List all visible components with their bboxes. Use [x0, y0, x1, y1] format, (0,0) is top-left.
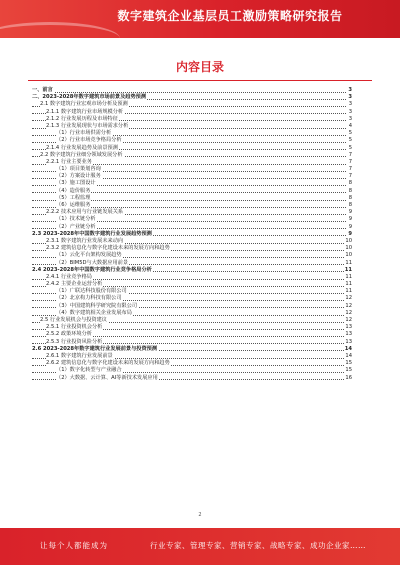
toc-entry-page: 12: [345, 317, 352, 323]
toc-entry[interactable]: [32, 260, 352, 267]
toc-entry[interactable]: [32, 252, 352, 259]
toc-entry-page: 15: [345, 367, 352, 374]
toc-entry[interactable]: [32, 310, 352, 317]
toc-entry-title: （2）产业链分析: [56, 223, 96, 230]
toc-entry[interactable]: [32, 295, 352, 302]
toc-entry-title: （1）广联达科技股份有限公司: [56, 288, 127, 295]
toc-entry-title: 2.3.1 数字建筑行业发展未来动向: [46, 237, 124, 244]
header-band: [0, 0, 400, 38]
toc-entry-title: 2.5.1 行业投资机会分析: [46, 324, 103, 331]
toc-entry-page: 10: [345, 237, 352, 244]
table-of-contents: [32, 87, 352, 382]
toc-entry[interactable]: [32, 159, 352, 166]
toc-entry-title: 2.4 2023-2028年中国数字建筑行业竞争格局分析: [32, 266, 152, 273]
toc-entry[interactable]: [32, 331, 352, 338]
page-number: 2: [198, 512, 202, 518]
toc-entry[interactable]: [32, 339, 352, 346]
toc-entry-page: 11: [345, 288, 352, 295]
toc-entry[interactable]: [32, 367, 352, 374]
toc-entry-title: 2.6 2023-2028年数字建筑行业发展前景与投资预测: [32, 345, 158, 352]
toc-entry-title: （3）施工图设计: [56, 180, 96, 187]
toc-entry-title: （4）造价服务: [56, 187, 91, 194]
toc-leader-dots: [32, 92, 346, 93]
toc-entry-page: 3: [348, 94, 352, 101]
toc-entry-title: 2.2 数字建筑行业细分领域发展分析: [40, 151, 123, 158]
toc-entry-title: （2）方案设计服务: [56, 173, 101, 180]
toc-entry-page: 9: [348, 216, 352, 223]
toc-entry-title: 二、2023-2028年数字建筑市场前景及趋势预测: [32, 94, 147, 101]
toc-entry-title: （6）运维服务: [56, 202, 91, 208]
toc-entry-page: 5: [348, 130, 352, 137]
toc-entry-page: 3: [348, 115, 352, 122]
toc-entry[interactable]: [32, 216, 352, 223]
toc-entry-page: 7: [348, 173, 352, 180]
toc-entry-title: （1）数字化转型与产业融合: [56, 367, 122, 374]
toc-entry-page: 13: [345, 338, 352, 345]
toc-entry-title: （1）云化平台架构发展趋势: [56, 252, 122, 259]
toc-entry-page: 8: [348, 180, 352, 187]
toc-entry-title: （2）大数据、云计算、AI等新技术发展应用: [56, 374, 158, 381]
toc-entry-page: 10: [345, 252, 352, 259]
toc-entry-page: 7: [348, 166, 352, 173]
toc-entry-title: 2.1.4 行业发展趋势及前景预测: [46, 144, 118, 151]
toc-entry-page: 13: [345, 324, 352, 331]
toc-entry[interactable]: [32, 267, 352, 274]
toc-entry-page: 9: [348, 230, 352, 237]
toc-entry-page: 9: [348, 223, 352, 230]
toc-entry-title: （5）工程监理: [56, 194, 91, 201]
toc-entry[interactable]: [32, 145, 352, 152]
toc-entry[interactable]: [32, 152, 352, 159]
toc-entry-page: 4: [348, 122, 352, 129]
toc-entry-page: 9: [348, 209, 352, 216]
toc-entry-title: 2.1.1 数字建筑行业市场规模分析: [46, 108, 124, 115]
toc-entry[interactable]: [32, 116, 352, 123]
toc-heading: 内容目录: [175, 60, 224, 74]
toc-entry-title: 2.5.3 行业投资风险分析: [46, 338, 103, 345]
toc-entry-page: 3: [348, 101, 352, 108]
toc-entry-page: 8: [348, 187, 352, 194]
toc-entry-page: 16: [345, 374, 352, 381]
toc-entry-page: 12: [345, 309, 352, 316]
toc-entry-title: 2.5.2 政策环境分析: [46, 331, 92, 338]
toc-entry-page: 15: [345, 360, 352, 367]
toc-entry-page: 13: [345, 331, 352, 338]
toc-entry-title: 2.2.1 行业主要业务: [46, 158, 92, 165]
footer-roles: 行业专家、管理专家、营销专家、战略专家、成功企业家……: [150, 541, 366, 550]
toc-entry[interactable]: [32, 188, 352, 195]
toc-entry-title: 2.6.2 建筑信息化与数字化建设未来的发展方向和趋势: [46, 360, 170, 367]
toc-entry-title: 2.4.1 行业竞争格局: [46, 273, 92, 280]
toc-entry-page: 7: [348, 158, 352, 165]
document-title: 数字建筑企业基层员工激励策略研究报告: [117, 9, 343, 23]
toc-entry-title: （1）技术链分析: [56, 216, 96, 223]
toc-entry-title: （2）BIM5D与大数据应用前景: [56, 259, 129, 266]
toc-entry-page: 14: [344, 345, 352, 352]
toc-entry-page: 11: [345, 259, 352, 266]
toc-entry[interactable]: [32, 137, 352, 144]
toc-entry-page: 12: [345, 295, 352, 302]
toc-entry[interactable]: [32, 180, 352, 187]
toc-entry[interactable]: [32, 346, 352, 353]
toc-entry-title: 2.1 数字建筑行业宏观市场分析及预测: [40, 101, 128, 108]
toc-entry-page: 5: [348, 144, 352, 151]
toc-entry[interactable]: [32, 101, 352, 108]
toc-entry-title: 2.2.2 技术应用与行业链发展关系: [46, 209, 124, 216]
toc-entry-title: 2.1.3 行业发展现状与市场需求分析: [46, 122, 129, 129]
toc-entry-page: 12: [345, 302, 352, 309]
toc-entry-page: 10: [345, 245, 352, 252]
toc-entry-title: 2.3.2 建筑信息化与数字化建设未来的发展方向和趋势: [46, 245, 170, 252]
toc-entry-page: 3: [348, 87, 352, 93]
toc-entry[interactable]: [32, 274, 352, 281]
footer-slogan: 让每个人都能成为: [40, 541, 108, 550]
toc-entry-page: 3: [348, 108, 352, 115]
toc-entry[interactable]: [32, 303, 352, 310]
toc-entry-page: 8: [348, 202, 352, 208]
toc-entry-title: （1）项目策划咨询: [56, 166, 101, 173]
toc-entry-title: 2.5 行业发展机会与投资建议: [40, 317, 107, 323]
toc-entry-page: 7: [348, 151, 352, 158]
toc-entry-title: （3）中国建筑科学研究院有限公司: [56, 302, 138, 309]
footer-band: [0, 528, 400, 565]
toc-entry-page: 11: [345, 273, 352, 280]
toc-entry-page: 14: [345, 352, 352, 359]
toc-entry-title: 一、前言: [32, 87, 53, 93]
toc-entry[interactable]: [32, 109, 352, 116]
toc-entry-title: （1）行业市场供需分析: [56, 130, 112, 137]
toc-entry[interactable]: [32, 195, 352, 202]
toc-entry-title: （4）数字建筑相关企业发展布局: [56, 309, 132, 316]
toc-entry-page: 5: [348, 137, 352, 144]
toc-entry-title: 2.3 2023-2028年中国数字建筑行业发展趋势预测: [32, 230, 152, 237]
toc-entry-title: 2.1.2 行业发展历程及市场特征: [46, 115, 118, 122]
toc-heading-divider: [28, 80, 372, 81]
toc-entry-page: 11: [344, 266, 352, 273]
toc-entry-title: 2.6.1 数字建筑行业发展前景: [46, 352, 113, 359]
toc-entry-title: 2.4.2 主要企业运营分析: [46, 281, 103, 288]
toc-entry[interactable]: [32, 375, 352, 382]
toc-entry-page: 11: [345, 281, 352, 288]
toc-entry-title: （2）北京构力科技有限公司: [56, 295, 122, 302]
toc-entry[interactable]: [32, 224, 352, 231]
toc-entry-title: （2）行业市场竞争格局分析: [56, 137, 122, 144]
toc-entry[interactable]: [32, 231, 352, 238]
toc-entry-page: 8: [348, 194, 352, 201]
